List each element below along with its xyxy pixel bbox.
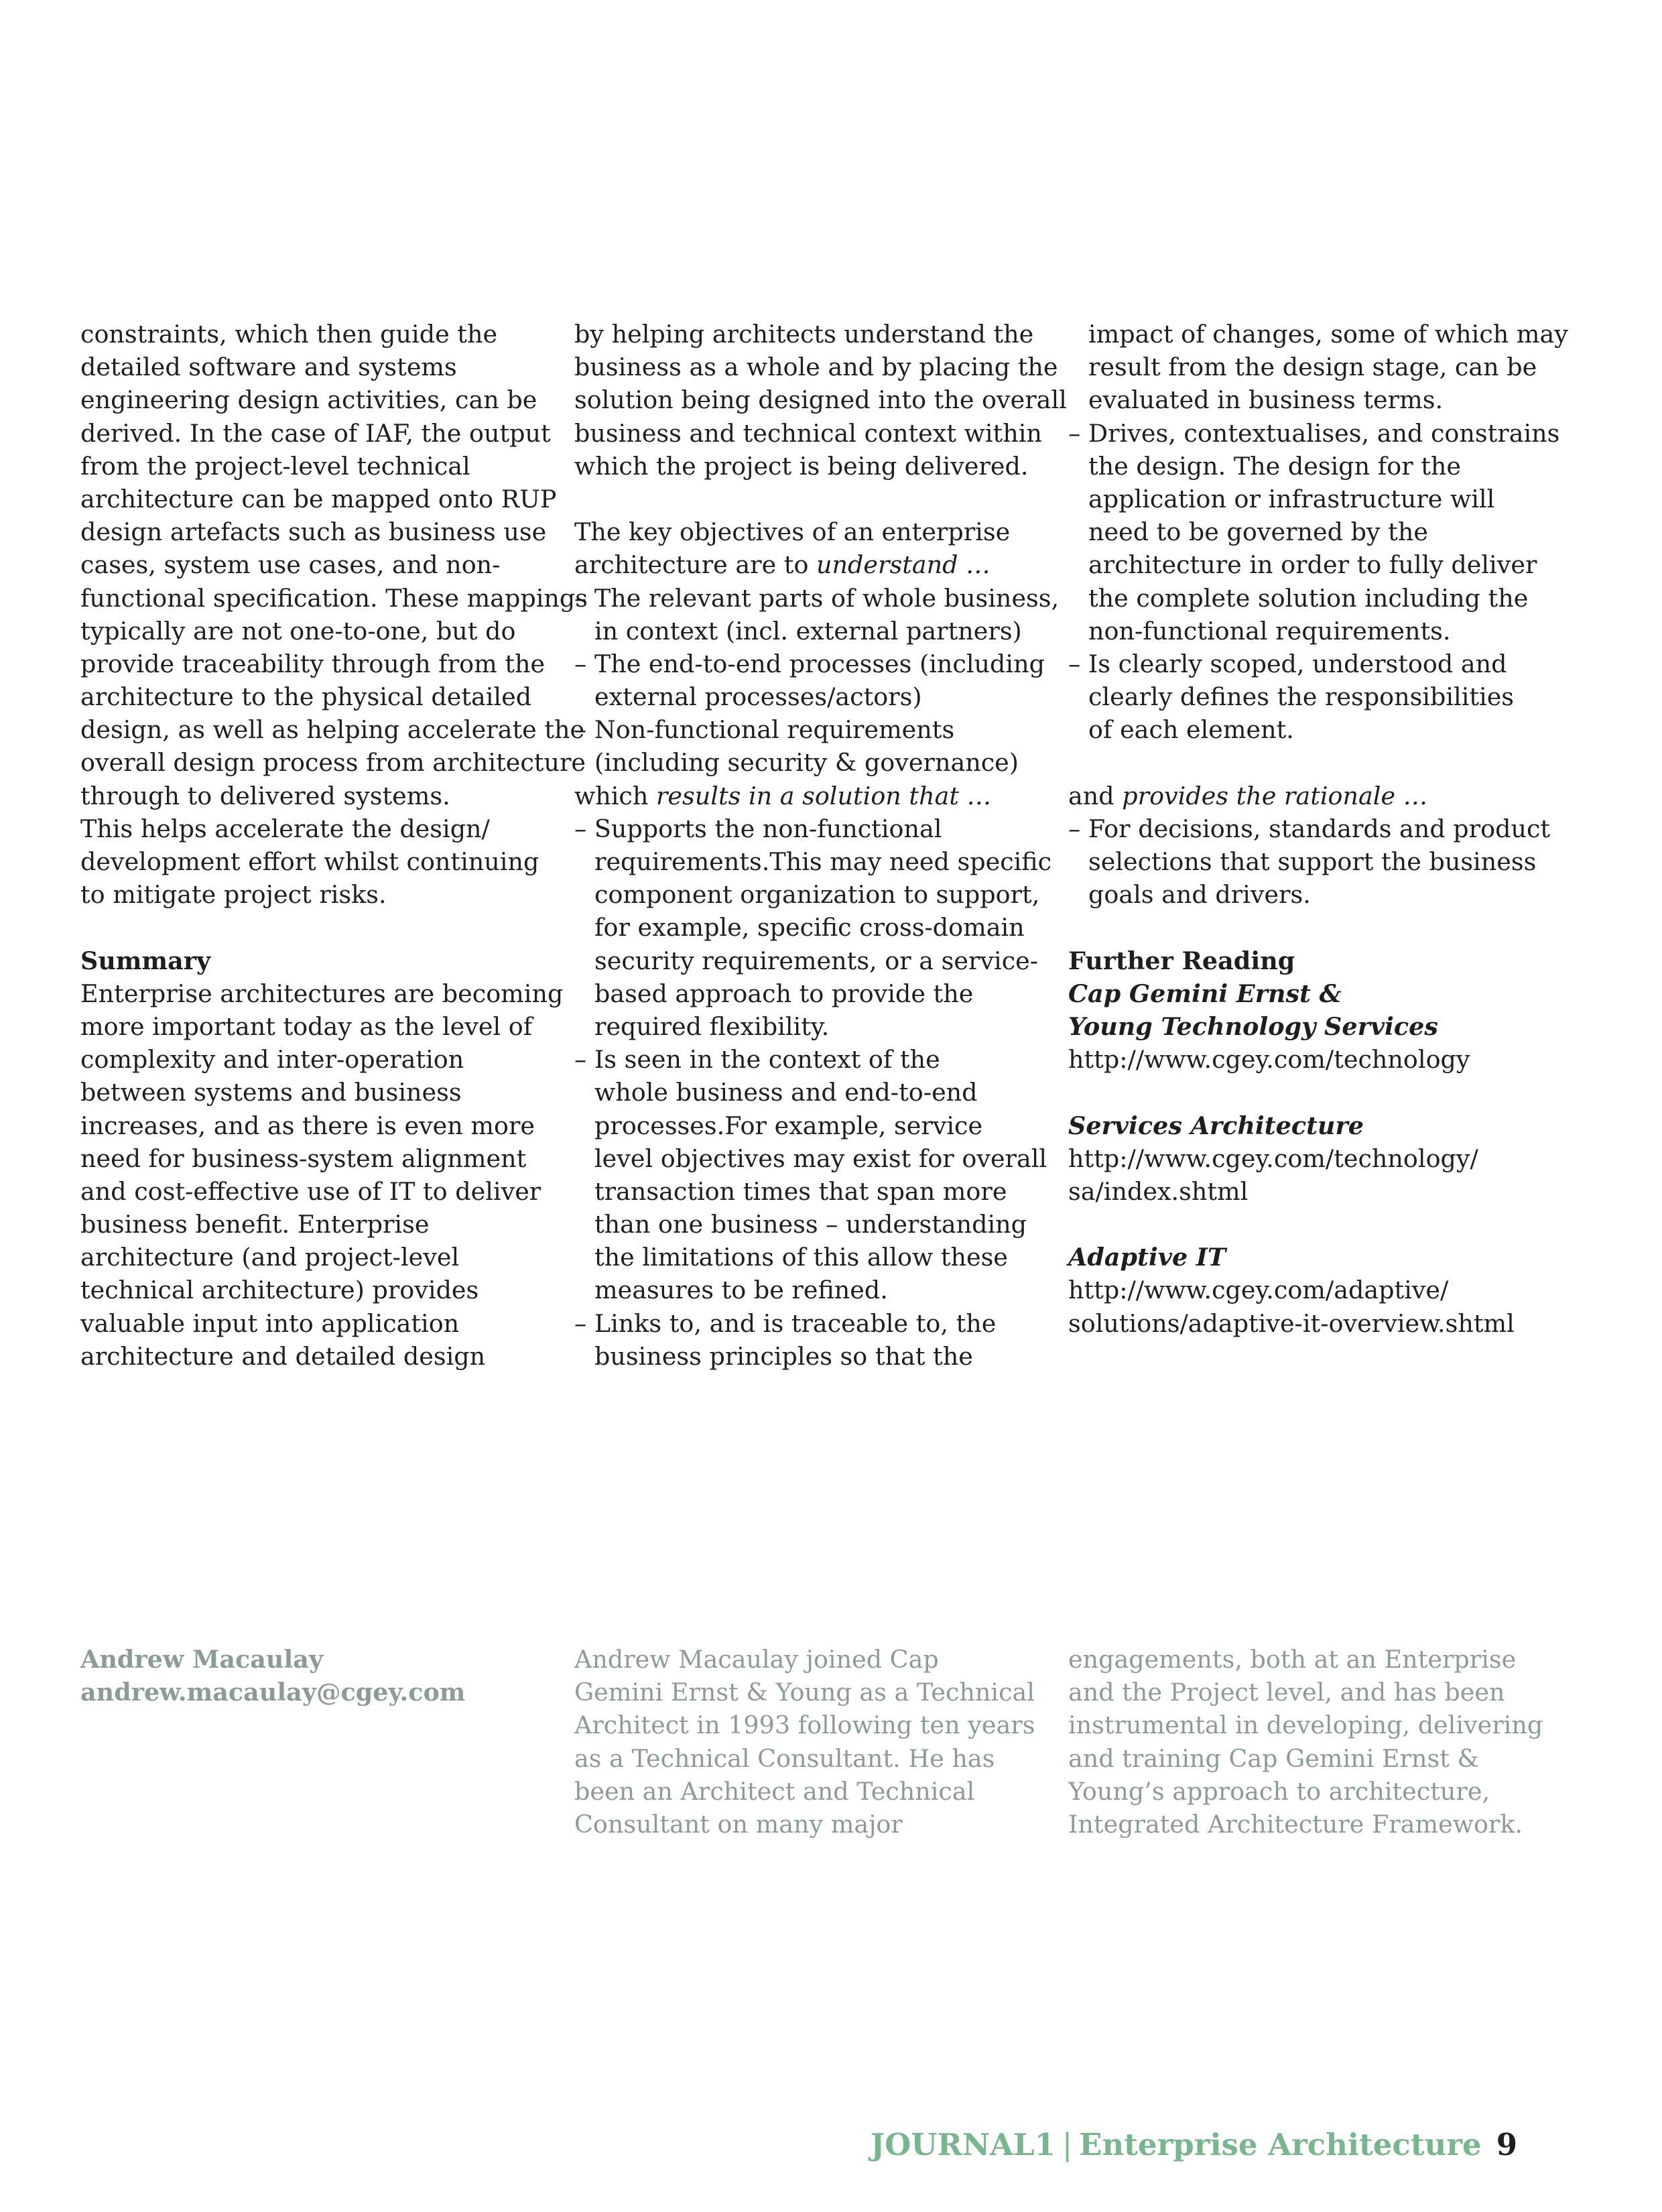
spacer — [1068, 1208, 1568, 1241]
page-number: 9 — [1496, 2127, 1517, 2162]
author-block — [80, 1643, 465, 1709]
bio-line: instrumental in developing, delivering — [1068, 1711, 1543, 1740]
summary-heading: Summary — [80, 946, 211, 975]
bio-line: Architect in 1993 following ten years — [574, 1711, 1035, 1740]
spacer — [1068, 1076, 1568, 1109]
body-line: solution being designed into the overall — [574, 385, 1067, 415]
body-line: design, as well as helping accelerate the — [80, 715, 585, 745]
summary-line: Enterprise architectures are becoming — [80, 979, 564, 1008]
bullet-cont: required flexibility. — [594, 1011, 830, 1041]
results-lead-plain: which — [574, 781, 656, 810]
bullet-line: – Is clearly scoped, understood and — [1068, 649, 1507, 678]
footer-separator: | — [1062, 2127, 1073, 2162]
body-line: constraints, which then guide the — [80, 320, 498, 349]
bullet-cont: external processes/actors) — [594, 682, 922, 712]
bio-line: been an Architect and Technical — [574, 1776, 975, 1806]
author-name: Andrew Macaulay — [80, 1645, 324, 1674]
bullet-cont: component organization to support, — [594, 880, 1040, 910]
ref1-title: Young Technology Services — [1068, 1011, 1438, 1041]
bullet-cont: need to be governed by the — [1088, 517, 1428, 547]
bullet-cont: the limitations of this allow these — [594, 1243, 1008, 1272]
body-line: business as a whole and by placing the — [574, 353, 1058, 382]
body-line: This helps accelerate the design/ — [80, 814, 490, 843]
objectives-lead-2 — [574, 548, 1067, 581]
bullet-cont: processes.For example, service — [594, 1111, 983, 1140]
rationale-lead-italic: provides the rationale … — [1122, 781, 1428, 810]
bio-line: engagements, both at an Enterprise — [1068, 1645, 1517, 1674]
bullet-cont: based approach to provide the — [594, 979, 974, 1008]
bullet-cont: result from the design stage, can be — [1088, 353, 1537, 382]
summary-line: architecture (and project-level — [80, 1243, 460, 1272]
body-line: typically are not one-to-one, but do — [80, 616, 516, 646]
body-line: business and technical context within — [574, 418, 1042, 448]
journal-label: JOURNAL1 — [870, 2127, 1056, 2162]
author-bio-2 — [1068, 1643, 1543, 1841]
bullet-cont: architecture in order to fully deliver — [1088, 550, 1537, 580]
body-line: which the project is being delivered. — [574, 451, 1029, 481]
bio-line: Consultant on many major — [574, 1809, 903, 1839]
ref2-url[interactable]: http://www.cgey.com/technology/ — [1068, 1144, 1478, 1173]
bullet-cont: application or infrastructure will — [1088, 484, 1495, 513]
bullet-cont: evaluated in business terms. — [1088, 385, 1444, 415]
bullet-line: – Supports the non-functional — [574, 814, 942, 843]
body-line: derived. In the case of IAF, the output — [80, 418, 551, 448]
bullet-cont: for example, specific cross-domain — [594, 913, 1025, 942]
body-line: cases, system use cases, and non- — [80, 550, 501, 580]
objectives-lead: The key objectives of an enterprise — [574, 517, 1011, 547]
bullet-cont: measures to be refined. — [594, 1276, 888, 1305]
column-2 — [574, 318, 1067, 1373]
body-line: design artefacts such as business use — [80, 517, 547, 547]
bullet-cont: (including security & governance) — [594, 748, 1019, 778]
bio-line: and training Cap Gemini Ernst & — [1068, 1743, 1480, 1773]
spacer — [574, 483, 1067, 515]
body-line: overall design process from architecture — [80, 748, 586, 778]
ref3-url[interactable]: solutions/adaptive-it-overview.shtml — [1068, 1308, 1515, 1338]
objectives-lead-italic: understand … — [816, 550, 990, 580]
results-lead-italic: results in a solution that … — [655, 781, 992, 810]
body-line: through to delivered systems. — [80, 781, 450, 810]
bullet-cont: in context (incl. external partners) — [594, 616, 1022, 646]
bullet-line: – The end-to-end processes (including — [574, 649, 1045, 678]
bullet-cont: the complete solution including the — [1088, 583, 1529, 613]
bullet-cont: clearly defines the responsibilities — [1088, 682, 1515, 712]
results-lead — [574, 780, 1067, 812]
body-line: architecture to the physical detailed — [80, 682, 532, 712]
bullet-line: – Drives, contextualises, and constrains — [1068, 418, 1560, 448]
author-email[interactable]: andrew.macaulay@cgey.com — [80, 1678, 466, 1707]
further-reading-heading: Further Reading — [1068, 946, 1295, 975]
bullet-cont: requirements.This may need specific — [594, 847, 1052, 876]
summary-line: more important today as the level of — [80, 1011, 533, 1041]
summary-line: need for business-system alignment — [80, 1144, 527, 1173]
body-line: functional specification. These mappings — [80, 583, 588, 613]
bullet-cont: the design. The design for the — [1088, 451, 1462, 481]
objectives-lead-plain: architecture are to — [574, 550, 817, 580]
body-line: development effort whilst continuing — [80, 847, 539, 876]
bullet-cont: selections that support the business — [1088, 847, 1537, 876]
bio-line: Integrated Architecture Framework. — [1068, 1809, 1523, 1839]
rationale-lead-plain: and — [1068, 781, 1123, 810]
spacer — [80, 911, 588, 944]
bullet-cont: transaction times that span more — [594, 1176, 1007, 1206]
body-line: architecture can be mapped onto RUP — [80, 484, 557, 513]
footer-title: Enterprise Architecture — [1079, 2127, 1482, 2162]
bio-line: and the Project level, and has been — [1068, 1678, 1505, 1707]
body-line: engineering design activities, can be — [80, 385, 537, 415]
rationale-lead — [1068, 780, 1568, 812]
bullet-cont: than one business – understanding — [594, 1210, 1027, 1239]
bio-line: Gemini Ernst & Young as a Technical — [574, 1678, 1035, 1707]
ref3-url[interactable]: http://www.cgey.com/adaptive/ — [1068, 1276, 1449, 1305]
bullet-line: – The relevant parts of whole business, — [574, 583, 1060, 613]
summary-line: business benefit. Enterprise — [80, 1210, 430, 1239]
bullet-line: – Links to, and is traceable to, the — [574, 1308, 997, 1338]
spacer — [1068, 746, 1568, 779]
bullet-cont: security requirements, or a service- — [594, 946, 1039, 975]
summary-line: valuable input into application — [80, 1308, 460, 1338]
summary-line: technical architecture) provides — [80, 1276, 479, 1305]
body-line: provide traceability through from the — [80, 649, 546, 678]
body-line: by helping architects understand the — [574, 320, 1034, 349]
ref2-url[interactable]: sa/index.shtml — [1068, 1176, 1249, 1206]
body-line: detailed software and systems — [80, 353, 457, 382]
ref2-title: Services Architecture — [1068, 1111, 1364, 1140]
bullet-cont: level objectives may exist for overall — [594, 1144, 1047, 1173]
column-1 — [80, 318, 588, 1373]
bullet-cont: of each element. — [1088, 715, 1294, 745]
bullet-cont: business principles so that the — [594, 1341, 973, 1371]
bullet-cont: non-functional requirements. — [1088, 616, 1451, 646]
bullet-line: – For decisions, standards and product — [1068, 814, 1551, 843]
summary-line: between systems and business — [80, 1078, 462, 1107]
column-3 — [1068, 318, 1568, 1340]
body-line: to mitigate project risks. — [80, 880, 387, 910]
page-footer — [871, 2125, 1517, 2165]
bullet-line: – Non-functional requirements — [574, 715, 955, 745]
bio-line: Andrew Macaulay joined Cap — [574, 1645, 939, 1674]
body-line: from the project-level technical — [80, 451, 470, 481]
bullet-line: – Is seen in the context of the — [574, 1045, 940, 1074]
ref1-title: Cap Gemini Ernst & — [1068, 979, 1342, 1008]
bullet-cont: impact of changes, some of which may — [1088, 320, 1568, 349]
summary-line: and cost-effective use of IT to deliver — [80, 1176, 541, 1206]
bio-line: Young’s approach to architecture, — [1068, 1776, 1490, 1806]
bullet-cont: whole business and end-to-end — [594, 1078, 978, 1107]
summary-line: increases, and as there is even more — [80, 1111, 535, 1140]
ref3-title: Adaptive IT — [1068, 1243, 1226, 1272]
ref1-url[interactable]: http://www.cgey.com/technology — [1068, 1045, 1470, 1074]
summary-line: complexity and inter-operation — [80, 1045, 464, 1074]
author-bio-1 — [574, 1643, 1035, 1841]
spacer — [1068, 911, 1568, 944]
bio-line: as a Technical Consultant. He has — [574, 1743, 995, 1773]
bullet-cont: goals and drivers. — [1088, 880, 1311, 910]
summary-line: architecture and detailed design — [80, 1341, 486, 1371]
